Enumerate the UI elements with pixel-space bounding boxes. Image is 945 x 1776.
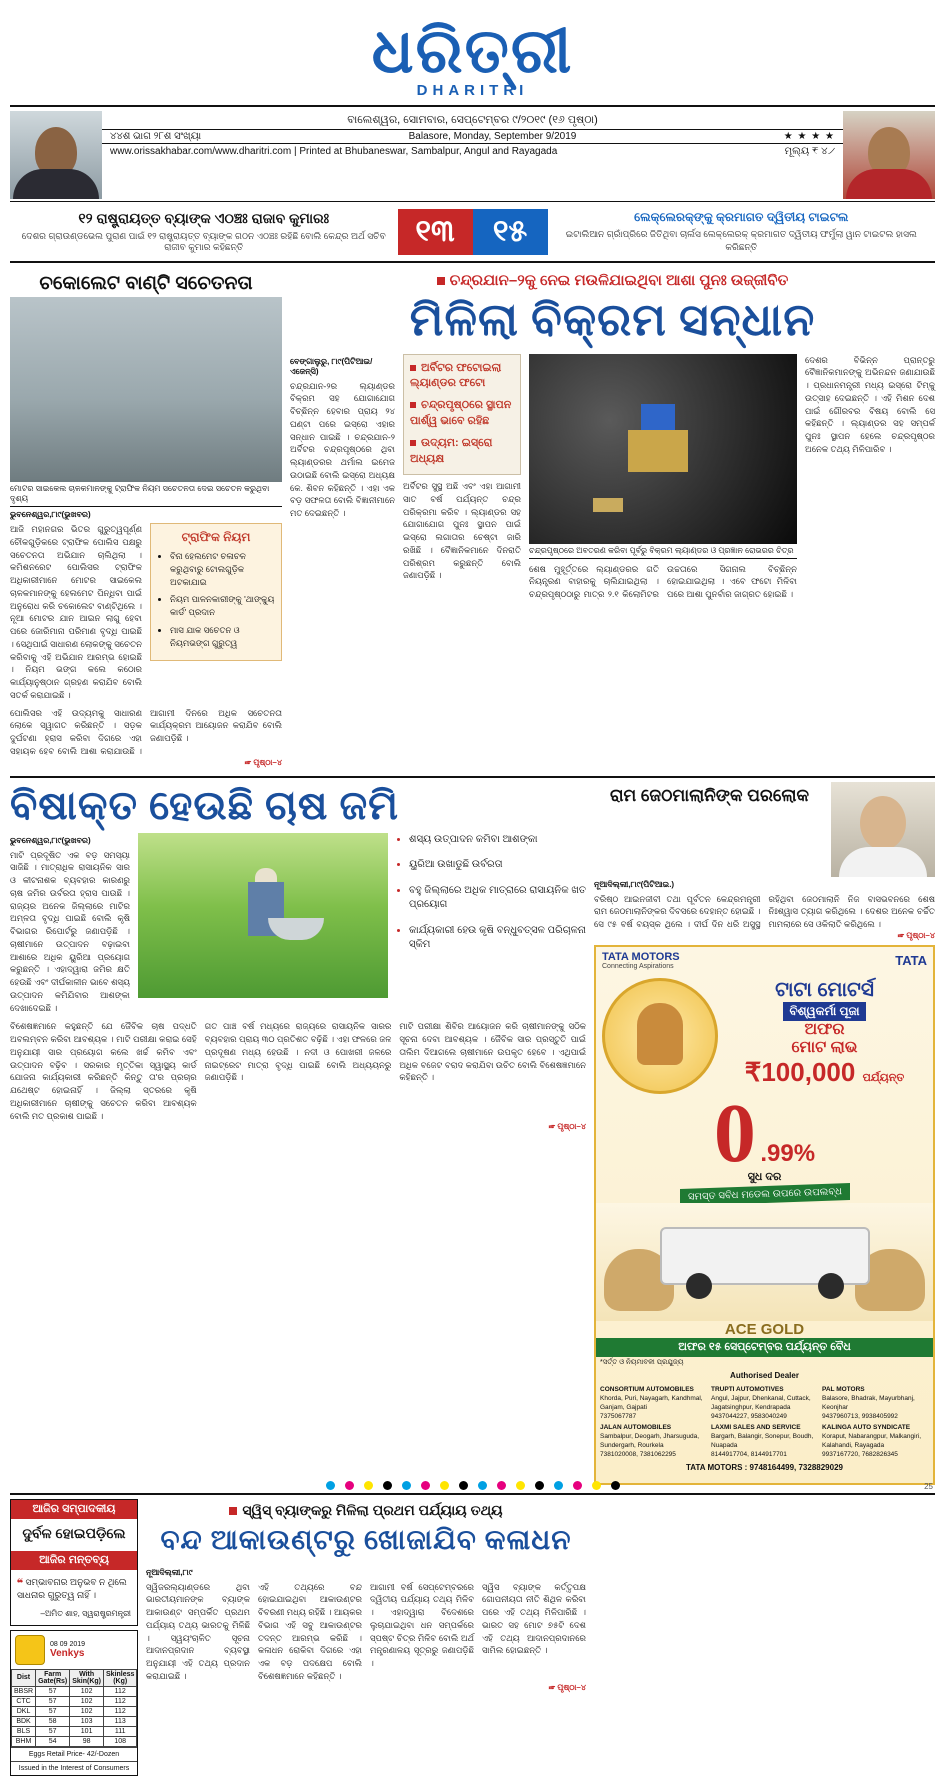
main-story-byline: ବେଙ୍ଗାଲୁରୁ, ୮ା୯(ପିଟିଆଇ/ଏଜେନ୍ସି) <box>290 356 373 376</box>
swiss-col-3: ଆଗାମୀ ବର୍ଷ ସେପ୍ଟେମ୍ବରରେ ଦ୍ୱିତୀୟ ପର୍ଯ୍ୟାୟ ତଥ୍ୟ ମିଳିବ । ଏହାଦ୍ୱାରା ବିଦେଶରେ ଲୁଚାଯାଇଥିବା ଧନ ସମ୍ପର୍କରେ ସ୍ପଷ୍ଟ ଚିତ୍ର ମିଳିବ ବୋଲି ଅର୍ଥ ମନ୍ତ୍ରଣାଳୟ ସୂତ୍ରରୁ ଜଣାପଡ଼ିଛି । <box>370 1581 474 1669</box>
main-story <box>290 269 935 768</box>
divider-1 <box>10 776 935 778</box>
ad-benefit-suffix: ପର୍ଯ୍ୟନ୍ତ <box>862 1072 905 1085</box>
bullet-3: ଉଦ୍ୟମ: ଇସ୍ରୋ ଅଧ୍ୟକ୍ଷ <box>410 437 493 466</box>
traffic-rules-title: ଟ୍ରାଫିକ ନିୟମ <box>181 530 251 544</box>
website-line[interactable]: www.orissakhabar.com/www.dharitri.com | Printed at Bhubaneswar, Sambalpur, Angul and Rayagada <box>110 146 558 157</box>
ad-title-odia: ଟାଟା ମୋଟର୍ସ <box>775 979 874 1002</box>
editorial-box <box>10 1499 138 1626</box>
dealer-entry[interactable]: CONSORTIUM AUTOMOBILES Khorda, Puri, Nayagarh, Kandhmal, Ganjam, Gajpati 7375067787 <box>600 1386 703 1420</box>
main-story-col1: ଚନ୍ଦ୍ରଯାନ-୨ର ଲ୍ୟାଣ୍ଡର ବିକ୍ରମ ସହ ଯୋଗାଯୋଗ ବିଚ୍ଛିନ୍ନ ହେବାର ପ୍ରାୟ ୨୪ ଘଣ୍ଟା ପରେ ଇସ୍ରୋ ଏହାର ସନ୍ଧାନ ପାଇଛି । ଚନ୍ଦ୍ରଯାନ-୨ ଅର୍ବିଟର ଚନ୍ଦ୍ରପୃଷ୍ଠରେ ଥିବା ଲ୍ୟାଣ୍ଡରର ଥର୍ମାଲ ଇମେଜ ଉଠାଇଛି ବୋଲି ଇସ୍ରୋ ଅଧ୍ୟକ୍ଷ କେ. ଶିବନ କହିଛନ୍ତି । ଏହା ଏକ ବଡ଼ ସଫଳତା ବୋଲି ବିଜ୍ଞାନୀମାନେ ମତ ଦେଇଛନ୍ତି । <box>290 380 395 518</box>
banner-right-title: ଲେକ୍ଲେରକ୍ଙ୍କୁ କ୍ରମାଗତ ଦ୍ୱିତୀୟ ଟାଇଟଲ <box>634 210 849 225</box>
traffic-photo-caption: ମୋଟର ସାଇକେଲ ଚାଳକମାନଙ୍କୁ ଟ୍ରାଫିକ ନିୟମ ସଚେତନତା ଦେଇ ସଚେତନ କରୁଥିବା ଦୃଶ୍ୟ <box>10 482 282 507</box>
ad-offer-word: ଅଫର <box>804 1021 845 1039</box>
list-item: • ବିନା ହେଲମେଟ ଚଳାଚଳ କରୁଥିବାରୁ ଟୋଲଗୁଡ଼ିକ ଅଟକାଯାଇ <box>170 550 275 588</box>
ad-benefit-value: ₹100,000 ପର୍ଯ୍ୟନ୍ତ <box>744 1057 905 1088</box>
dateline-english: Balasore, Monday, September 9/2019 <box>408 131 577 142</box>
pragyan-rover-graphic <box>593 498 623 512</box>
comment-attribution: –ଅମିତ ଶାହ, ସ୍ୱରାଷ୍ଟ୍ରମନ୍ତ୍ରୀ <box>40 1608 131 1618</box>
chandrayaan-moon-photo <box>529 354 797 544</box>
egg-price-table <box>11 1669 137 1747</box>
banner-left-story[interactable] <box>10 202 398 261</box>
driver-portrait-right <box>843 111 935 199</box>
obituary-text: ବରିଷ୍ଠ ଆଇନଜୀବୀ ତଥା ପୂର୍ବତନ କେନ୍ଦ୍ରମନ୍ତ୍ରୀ ରାମ ଜେଠମାଲାନିଙ୍କର ଦିବସରେ ଦେହାନ୍ତ ହୋଇଛି । ସେ ୯୫ ବର୍ଷ ବୟସ୍କ ଥିଲେ । ଦୀର୍ଘ ଦିନ ଧରି ଅସୁସ୍ଥ ରହିଥିବା ଜେଠମାଲାନି ନିଜ ବାସଭବନରେ ଶେଷ ନିଃଶ୍ୱାସ ତ୍ୟାଗ କରିଥିଲେ । ଦେଶର ଅନେକ ଚର୍ଚ୍ଚିତ ମାମଲାରେ ସେ ଓକିଲାତି କରିଥିଲେ । <box>594 893 935 929</box>
farm-continuation[interactable]: ☞ ପୃଷ୍ଠା–୪ <box>548 1122 586 1132</box>
table-row: BHM 54 98 108 <box>12 1736 137 1746</box>
vishwakarma-deity-illustration <box>602 978 718 1094</box>
ad-rate-label: ସୁଧ ଦର <box>747 1171 782 1184</box>
dealer-entry[interactable]: LAXMI SALES AND SERVICE Bargarh, Balangir, Sonepur, Boudh, Nuapada 8144917704, 8144917701 <box>711 1424 814 1458</box>
egg-retail-price: Eggs Retail Price- 42/-Dozen <box>11 1747 137 1761</box>
color-registration-dots <box>0 1476 945 1494</box>
banner-right-summary: ଇଟାଲିଆନ ଗ୍ରାଁପ୍ରିରେ ଜିତିଥିବା ଚାର୍ଲସ ଲେକ୍ଲେରକ୍ କ୍ରମାଗତ ଦ୍ୱିତୀୟ ଫର୍ମୁଲା ୱାନ ଟାଇଟଲ ହାସଲ କରିଛନ୍ତି <box>565 229 917 252</box>
dateline-odia: ବାଲେଶ୍ୱର, ସୋମବାର, ସେପ୍ଟେମ୍ବର ୯/୨୦୧୯ (୧୬ ପୃଷ୍ଠା) <box>347 114 598 126</box>
main-headline[interactable]: ମିଳିଲା ବିକ୍ରମ ସନ୍ଧାନ <box>409 295 816 345</box>
obituary-headline[interactable]: ରାମ ଜେଠମାଲାନିଙ୍କ ପରଲୋକ <box>609 785 810 805</box>
obituary-block <box>594 782 935 941</box>
main-story-col2: ଅର୍ବିଟର ସୁସ୍ଥ ଅଛି ଏବଂ ଏହା ଆଗାମୀ ସାତ ବର୍ଷ ପର୍ଯ୍ୟନ୍ତ ଚନ୍ଦ୍ର ପରିକ୍ରମା କରିବ । ଲ୍ୟାଣ୍ଡର ସହ ଯୋଗାଯୋଗ ପୁନଃ ସ୍ଥାପନ ପାଇଁ ଇସ୍ରୋ ଲଗାତାର ଚେଷ୍ଟା ଜାରି ରଖିଛି । ବୈଜ୍ଞାନିକମାନେ ଦିନରାତି ପରିଶ୍ରମ କରୁଛନ୍ତି ବୋଲି ଜଣାପଡ଼ିଛି । <box>403 481 521 581</box>
list-item: • କାର୍ଯ୍ୟକାରୀ ହେଉ କୃଷି ବନ୍ଧୁବତ୍ସଳ ପରିଚାଳନା ସ୍କିମ <box>409 924 586 953</box>
table-row: DKL 57 102 112 <box>12 1706 137 1716</box>
swiss-col-2: ଏହି ତଥ୍ୟରେ ବନ୍ଦ ହୋଇଯାଇଥିବା ଆକାଉଣ୍ଟର ବିବରଣୀ ମଧ୍ୟ ରହିଛି । ଆୟକର ବିଭାଗ ଏହି ସବୁ ଆକାଉଣ୍ଟର ତଦନ୍ତ ଆରମ୍ଭ କରିଛି । କଳାଧନ ରୋକିବା ଦିଗରେ ଏହା ଏକ ବଡ଼ ପଦକ୍ଷେପ ବୋଲି ବିଶେଷଜ୍ଞମାନେ କହିଛନ୍ତି । <box>258 1581 362 1681</box>
egg-brand: Venkys <box>50 1647 85 1659</box>
ad-benefit-label: ମୋଟ ଲାଭ <box>791 1039 858 1057</box>
content-row-top <box>10 269 935 768</box>
vikram-lander-graphic <box>628 430 688 472</box>
editor-portrait-left <box>10 111 102 199</box>
traffic-story-byline: ଭୁବନେଶ୍ୱର,୮ା୯(ଭୁଖବର) <box>10 510 91 519</box>
ad-contact-line[interactable]: TATA MOTORS : 9748164499, 7328829029 <box>686 1463 843 1473</box>
traffic-story-text-2: ପୋଲିସର ଏହି ଉଦ୍ୟମକୁ ସାଧାରଣ ଲୋକେ ସ୍ୱାଗତ କରିଛନ୍ତି । ସଡ଼କ ଦୁର୍ଘଟଣା ହ୍ରାସ କରିବା ଦିଗରେ ଏହା ସହାୟକ ହେବ ବୋଲି ଆଶା କରାଯାଉଛି । ଆଗାମୀ ଦିନରେ ଅଧିକ ସଚେତନତା କାର୍ଯ୍ୟକ୍ରମ ଆୟୋଜନ କରାଯିବ ବୋଲି ଜଣାପଡ଼ିଛି । <box>10 707 282 756</box>
farm-bullets <box>396 833 586 953</box>
banner-score <box>398 209 548 255</box>
swiss-kicker: ସ୍ୱିସ୍ ବ୍ୟାଙ୍କରୁ ମିଳିଲା ପ୍ରଥମ ପର୍ଯ୍ୟାୟ ତଥ୍ୟ <box>146 1499 586 1522</box>
chocolate-story-headline[interactable]: ଚକୋଲେଟ ବାଣ୍ଟି ସଚେତନତା <box>39 273 253 294</box>
swiss-byline: ନୂଆଦିଲ୍ଲୀ,୮ା୯ <box>146 1567 193 1577</box>
farm-text-1: ମାଟି ପ୍ରଦୂଷିତ ଏକ ବଡ଼ ସମସ୍ୟା ସାଜିଛି । ମାତ୍ରାଧିକ ରାସାୟନିକ ସାର ଓ କୀଟନାଶକ ବ୍ୟବହାର କାରଣରୁ ଚାଷ ଜମିର ଉର୍ବରତା ହ୍ରାସ ପାଉଛି । ରାଜ୍ୟର ଅନେକ ଜିଲ୍ଲାରେ ମାଟିର ଅମ୍ଳତା ବୃଦ୍ଧି ପାଇଛି ବୋଲି କୃଷି ବିଭାଗର ରିପୋର୍ଟରୁ ଜଣାପଡ଼ିଛି । ଚାଷୀମାନେ ଉତ୍ପାଦନ ବଢ଼ାଇବା ଆଶାରେ ଅଧିକ ୟୁରିଆ ପ୍ରୟୋଗ କରୁଛନ୍ତି । ଏହାଦ୍ୱାରା ଜମିର କ୍ଷତି ହେଉଛି ଏବଂ ଦୀର୍ଘକାଳୀନ ଭାବେ ଶସ୍ୟ ଉତ୍ପାଦନ କମିଯିବାର ଆଶଙ୍କା ଦେଖାଦେଇଛି । <box>10 849 130 1013</box>
dealer-entry[interactable]: JALAN AUTOMOBILES Sambalpur, Deogarh, Jharsuguda, Sundergarh, Rourkela 7381020008, 7381062295 <box>600 1424 700 1458</box>
content-row-middle <box>10 782 935 1485</box>
swiss-continuation[interactable]: ☞ ପୃଷ୍ଠା–୪ <box>548 1682 586 1692</box>
ad-rate-decimal: .99% <box>760 1139 816 1167</box>
bullet-1: ଅର୍ବିଟର ଫଟୋଇଲା ଲ୍ୟାଣ୍ଡର ଫଟୋ <box>410 361 502 390</box>
masthead-infobar <box>10 111 935 199</box>
tata-logo: TATA <box>895 952 927 968</box>
table-row: BLS 57 101 111 <box>12 1726 137 1736</box>
ad-subtitle-odia: ବିଶ୍ୱକର୍ମା ପୂଜା <box>783 1002 865 1021</box>
table-row: BBSR 57 102 112 <box>12 1686 137 1696</box>
masthead-info-center <box>102 111 843 199</box>
bullet-2: ଚନ୍ଦ୍ରପୃଷ୍ଠରେ ସ୍ଥାପନ ପାର୍ଶ୍ୱ ଭାବେ ରହିଛ <box>410 399 512 428</box>
ad-footnote: *ସର୍ତ୍ତ ଓ ନିୟମାବଳୀ ପ୍ରଯୁଜ୍ୟ <box>600 1359 684 1367</box>
col-header: Dist <box>12 1669 36 1686</box>
farm-story <box>10 782 586 1485</box>
swiss-headline[interactable]: ବନ୍ଦ ଆକାଉଣ୍ଟରୁ ଖୋଜାଯିବ କଳାଧନ <box>160 1524 572 1556</box>
swiss-story <box>146 1499 586 1776</box>
dealer-row-1 <box>600 1386 929 1421</box>
obituary-byline: ନୂଆଦିଲ୍ଲୀ,୮ା୯(ପିଟିଆଇ.) <box>594 879 675 889</box>
table-row: BDK 58 103 113 <box>12 1716 137 1726</box>
truck-body-graphic <box>660 1227 870 1285</box>
swiss-col-1: ସ୍ୱିଜରଲ୍ୟାଣ୍ଡରେ ଥିବା ଭାରତୀୟମାନଙ୍କ ବ୍ୟାଙ୍କ ଆକାଉଣ୍ଟ ସମ୍ପର୍କିତ ପ୍ରଥମ ପର୍ଯ୍ୟାୟ ତଥ୍ୟ ଭାରତକୁ ମିଳିଛି । ସ୍ୱୟଂଚାଳିତ ସୂଚନା ଆଦାନପ୍ରଦାନ ବ୍ୟବସ୍ଥା ଅନୁଯାୟୀ ଏହି ତଥ୍ୟ ପ୍ରଦାନ କରାଯାଇଛି । <box>146 1581 250 1681</box>
egg-icon <box>15 1635 45 1665</box>
farmer-spraying-photo <box>138 833 388 998</box>
col-header: Skinless (Kg) <box>104 1669 137 1686</box>
left-column <box>10 269 282 768</box>
list-item: • ଶସ୍ୟ ଉତ୍ପାଦନ କମିବା ଆଶଙ୍କା <box>409 833 586 848</box>
traffic-story-text: ଆଜି ମହାନଗର ଭିତର ଗୁରୁତ୍ୱପୂର୍ଣ୍ଣ ଚୌକଗୁଡ଼ିକରେ ଟ୍ରାଫିକ ପୋଲିସ ପକ୍ଷରୁ ସଚେତନତା ଅଭିଯାନ ଚାଲିଥିଲା । କମିଶନରେଟ ପୋଲିସର ଟ୍ରାଫିକ ଅଧିକାରୀମାନେ ମୋଟର ସାଇକେଲ ଚାଳକମାନଙ୍କୁ ହେଲମେଟ ପିନ୍ଧିବା ପାଇଁ ଅନୁରୋଧ କରି ଚକୋଲେଟ ବାଣ୍ଟିଥିଲେ । ନୂଆ ମୋଟର ଯାନ ଆଇନ ଲାଗୁ ହେବା ପରେ ଜୋରିମାନା ପରିମାଣ ବୃଦ୍ଧି ପାଇଛି । ସେଥିପାଇଁ ସାଧାରଣ ଲୋକଙ୍କୁ ସଚେତନ କରିବାକୁ ଏହି ଅଭିଯାନ ଆରମ୍ଭ ହୋଇଛି । ନିୟମ ଭଙ୍ଗ କଲେ କଠୋର କାର୍ଯ୍ୟାନୁଷ୍ଠାନ ଗ୍ରହଣ କରାଯିବ ବୋଲି ସତର୍କ କରାଯାଇଛି । <box>10 524 143 700</box>
top-banner-strip <box>10 201 935 263</box>
col-header: With Skin(Kg) <box>70 1669 104 1686</box>
col-header: Farm Gate(Rs) <box>36 1669 70 1686</box>
right-column <box>594 782 935 1485</box>
ad-ribbon-text: ସମସ୍ତ ସବିଧ ମଡେଲ ଉପରେ ଉପଲବ୍ଧ <box>680 1183 850 1206</box>
traffic-awareness-photo <box>10 297 282 482</box>
dealer-entry[interactable]: KALINGA AUTO SYNDICATE Koraput, Nabarangpur, Malkangiri, Kalahandi, Rayagada 9937167720, 7682826345 <box>822 1424 922 1458</box>
tata-motors-advertisement[interactable] <box>594 945 935 1485</box>
list-item: • ବହୁ ଜିଲ୍ଲାରେ ଅଧିକ ମାତ୍ରାରେ ରାସାୟନିକ ଖତ ପ୍ରୟୋଗ <box>409 884 586 913</box>
ad-zero-rate: 0 <box>713 1086 756 1180</box>
ad-authorised-dealer-label: Authorised Dealer <box>730 1371 799 1381</box>
egg-date: 08 09 2019 <box>50 1640 86 1648</box>
price-label: ମୂଲ୍ୟ ₹ ୪୵ <box>784 146 835 157</box>
ad-brand: TATA MOTORS Connecting Aspirations <box>602 950 680 970</box>
masthead-logo-english: DHARITRI <box>416 82 529 99</box>
score-value-b: ୧୫ <box>473 209 548 255</box>
farm-headline[interactable]: ବିଷାକ୍ତ ହେଉଛି ଚାଷ ଜମି <box>10 782 399 828</box>
comment-header: ଆଜିର ମନ୍ତବ୍ୟ <box>11 1551 137 1570</box>
table-row: CTC 57 102 112 <box>12 1696 137 1706</box>
egg-issued-note: Issued in the Interest of Consumers <box>11 1761 137 1775</box>
volume-info: ୪୪ଶ ଭାଗ ୨୮ଶ ସଂଖ୍ୟା <box>110 131 202 142</box>
rating-stars: ★ ★ ★ ★ <box>783 131 835 142</box>
farm-text-3: ଗତ ପାଞ୍ଚ ବର୍ଷ ମଧ୍ୟରେ ରାଜ୍ୟରେ ରାସାୟନିକ ସାରର ବ୍ୟବହାର ପ୍ରାୟ ୩୦ ପ୍ରତିଶତ ବଢ଼ିଛି । ଏହା ଫଳରେ ଜଳ ପ୍ରଦୂଷଣ ମଧ୍ୟ ହେଉଛି । ନଦୀ ଓ ପୋଖରୀ ଜଳରେ ନାଇଟ୍ରେଟ ମାତ୍ରା ବୃଦ୍ଧି ପାଇଛି ବୋଲି ଅଧ୍ୟୟନରୁ ଜଣାପଡ଼ିଛି । <box>204 1021 392 1083</box>
main-story-col3: ଶେଷ ମୁହୂର୍ତ୍ତରେ ଲ୍ୟାଣ୍ଡରର ଗତି ନିୟନ୍ତ୍ରଣ ବାହାରକୁ ଚାଲିଯାଇଥିଲା । ଚନ୍ଦ୍ରପୃଷ୍ଠଠାରୁ ମାତ୍ର ୨.୧ କିଲୋମିଟର ଉଚ୍ଚତାରେ ସିଗନାଲ ବିଚ୍ଛିନ୍ନ ହୋଇଯାଇଥିଲା । ଏବେ ଫଟୋ ମିଳିବା ପରେ ଆଶା ପୁନର୍ବାର ଜାଗ୍ରତ ହୋଇଛି । <box>529 563 797 599</box>
editorial-title[interactable]: ଦୁର୍ବଳ ହୋଇପଡ଼ିଲେ <box>22 1524 126 1541</box>
editorial-column <box>10 1499 138 1776</box>
masthead-logo-odia: ଧରିତ୍ରୀ <box>371 18 574 86</box>
ad-brand-tagline: Connecting Aspirations <box>602 962 674 970</box>
page-number: 25 <box>924 1482 933 1491</box>
farm-text-4: ମାଟି ପରୀକ୍ଷା ଶିବିର ଆୟୋଜନ କରି ଚାଷୀମାନଙ୍କୁ ସଠିକ ସୂଚନା ଦେବା ଆବଶ୍ୟକ । ଜୈବିକ ସାର ପ୍ରସ୍ତୁତି ପାଇଁ ତାଲିମ ଦିଆଗଲେ ଚାଷୀମାନେ ଉପକୃତ ହେବେ । ଏଥିପାଇଁ ଅଧିକ ବଜେଟ ବରାଦ କରାଯିବା ଉଚିତ ବୋଲି ବିଶେଷଜ୍ଞମାନେ କହିଛନ୍ତି । <box>399 1021 587 1083</box>
obituary-continuation[interactable]: ☞ ପୃଷ୍ଠା–୪ <box>897 930 935 940</box>
banner-left-title: ୧୨ ରାଷ୍ଟ୍ରାୟତ୍ତ ବ୍ୟାଙ୍କ ଏଠଞ୍ଚଃ ରାଜାବ କୁମାରଃ <box>78 210 330 226</box>
jethmalani-photo <box>831 782 935 877</box>
page-footer <box>0 1476 945 1494</box>
fertilizer-basin <box>268 918 324 940</box>
ace-gold-truck-image <box>596 1203 933 1321</box>
dealer-entry[interactable]: PAL MOTORS Balasore, Bhadrak, Mayurbhanj, Keonjhar 9437960713, 9938405992 <box>822 1386 915 1420</box>
egg-price-box <box>10 1630 138 1776</box>
banner-left-summary: ଦେଶର ଗ୍ରାଉଣ୍ଡଭେଲ ପୁରାଣ ପାଇଁ ୧୨ ରାଷ୍ଟ୍ରାୟତ୍ତ ବ୍ୟାଙ୍କ ଗଠନ ଏଠଞ୍ଚଃ ରହିଛି ବୋଲି କେନ୍ଦ୍ର ଅର୍ଥ ସଚିବ ରାଜୀବ କୁମାର କହିଛନ୍ତି <box>21 231 386 252</box>
dealer-row-2 <box>600 1424 929 1459</box>
masthead <box>10 6 935 99</box>
dealer-entry[interactable]: TRUPTI AUTOMOTIVES Angul, Jajpur, Dhenkanal, Cuttack, Jagatsinghpur, Kendrapada 9437044227, 9583040249 <box>711 1386 811 1420</box>
farm-text-2: ବିଶେଷଜ୍ଞମାନେ କହୁଛନ୍ତି ଯେ ଜୈବିକ ଚାଷ ପଦ୍ଧତି ଅବଲମ୍ବନ କରିବା ଆବଶ୍ୟକ । ମାଟି ପରୀକ୍ଷା କରାଇ ସେହି ଅନୁଯାୟୀ ସାର ପ୍ରୟୋଗ କଲେ ଖର୍ଚ୍ଚ କମିବ ଏବଂ ଉତ୍ପାଦନ ବଢ଼ିବ । ସରକାର ମୃତ୍ତିକା ସ୍ୱାସ୍ଥ୍ୟ କାର୍ଡ ଯୋଜନା କାର୍ଯ୍ୟକାରୀ କରିଛନ୍ତି କିନ୍ତୁ ତା'ର ପ୍ରଚାର ଯଥେଷ୍ଟ ହୋଇନାହିଁ । ଜିଲ୍ଲା ସ୍ତରରେ କୃଷି ଅଧିକାରୀମାନେ ଚାଷୀଙ୍କୁ ସଚେତନ କରିବା ଆବଶ୍ୟକ ବୋଲି ମତ ପ୍ରକାଶ ପାଇଛି । <box>10 1021 197 1121</box>
list-item: • ୟୁରିଆ ଉଖାଡୁଛି ଉର୍ବରତା <box>409 858 586 873</box>
ad-validity-bar: ଅଫର ୧୫ ସେପ୍ଟେମ୍ବର ପର୍ଯ୍ୟନ୍ତ ବୈଧ <box>596 1338 933 1357</box>
list-item: • ନିୟମ ପାଳନକାରୀଙ୍କୁ 'ଥାଙ୍କ୍ୟୁ କାର୍ଡ' ପ୍ରଦାନ <box>170 593 275 619</box>
traffic-continuation[interactable]: ☞ ପୃଷ୍ଠା–୪ <box>244 757 282 767</box>
farm-byline: ଭୁବନେଶ୍ୱର,୮ା୯(ଭୁଖବର) <box>10 835 91 845</box>
editorial-header: ଆଜିର ସମ୍ପାଦକୀୟ <box>11 1500 137 1519</box>
score-value-a: ୧୩ <box>398 209 473 255</box>
main-story-bullets-box <box>403 354 521 476</box>
moon-photo-caption: ଚନ୍ଦ୍ରପୃଷ୍ଠରେ ଅବତରଣ କରିବା ପୂର୍ବରୁ ବିକ୍ରମ ଲ୍ୟାଣ୍ଡର ଓ ପ୍ରଜ୍ଞାନ ରୋଭରର ଚିତ୍ର <box>529 544 797 559</box>
swiss-col-4: ସ୍ୱିସ ବ୍ୟାଙ୍କ କର୍ତ୍ତୃପକ୍ଷ ଗୋପନୀୟତା ନୀତି ଶିଥିଳ କରିବା ପରେ ଏହି ତଥ୍ୟ ମିଳିପାରିଛି । ଭାରତ ସହ ମୋଟ ୭୫ଟି ଦେଶ ଏହି ତଥ୍ୟ ଆଦାନପ୍ରଦାନରେ ସାମିଲ ହୋଇଛନ୍ତି । <box>482 1581 586 1656</box>
masthead-rule <box>10 105 935 107</box>
ad-model-name: ACE GOLD <box>724 1321 805 1339</box>
traffic-rules-box <box>150 523 282 661</box>
comment-quote: ❝ ସମ୍ଭାବନାର ଅନୁଭବ ନ ଥିଲେ ସାଧନାର ଗୁରୁତ୍ୱ ନାହିଁ । <box>17 1576 127 1601</box>
content-row-bottom <box>10 1499 935 1776</box>
traffic-rules-list <box>157 550 275 649</box>
chandrayaan-kicker: ଚନ୍ଦ୍ରଯାନ–୨କୁ ନେଇ ମଉଳିଯାଇଥିବା ଆଶା ପୁନଃ ଉଜ୍ଜୀବିତ <box>290 269 935 292</box>
main-story-col4: ଦେଶର ବିଭିନ୍ନ ପ୍ରାନ୍ତରୁ ବୈଜ୍ଞାନିକମାନଙ୍କୁ ଅଭିନନ୍ଦନ ଜଣାଯାଉଛି । ପ୍ରଧାନମନ୍ତ୍ରୀ ମଧ୍ୟ ଇସ୍ରୋ ଟିମ୍‌କୁ ଉତ୍ସାହ ଦେଇଛନ୍ତି । ଏହି ମିଶନ ଦେଶ ପାଇଁ ଗୌରବର ବିଷୟ ବୋଲି ସେ କହିଛନ୍ତି । ଲ୍ୟାଣ୍ଡର ସହ ସମ୍ପର୍କ ପୁନଃ ସ୍ଥାପନ ହେଲେ ଚନ୍ଦ୍ରପୃଷ୍ଠର ଅନେକ ତଥ୍ୟ ମିଳିପାରିବ । <box>805 354 935 454</box>
list-item: • ମାସ ଯାକ ସଚେତନ ଓ ନିୟମଭଙ୍ଗ ଗୁରୁତ୍ୱ <box>170 624 275 650</box>
banner-right-story[interactable] <box>548 204 936 258</box>
